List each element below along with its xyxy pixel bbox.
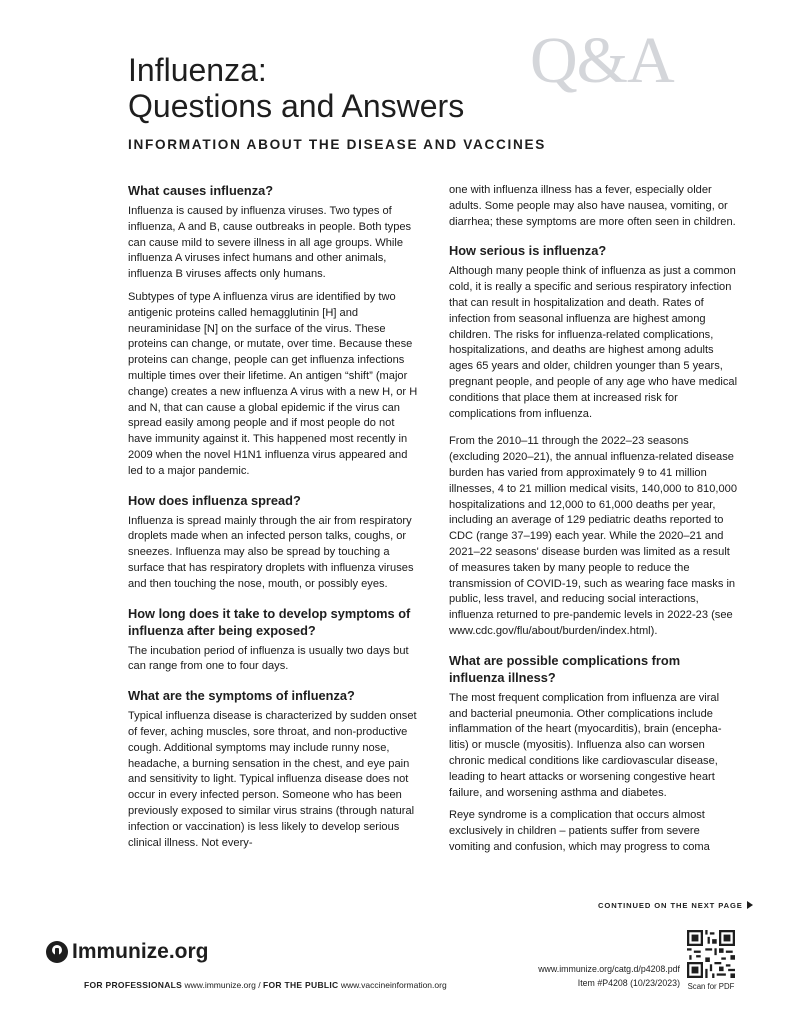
page-title <box>128 52 528 124</box>
public-link[interactable]: www.vaccineinformation.org <box>340 980 447 990</box>
heading-what-causes: What causes influenza? <box>128 183 274 198</box>
pro-link[interactable]: www.immunize.org <box>184 980 256 990</box>
heading-how-spread: How does influenza spread? <box>128 492 301 508</box>
immunize-logo-icon <box>46 941 68 963</box>
paragraph: Influenza is spread mainly through the air from respiratory droplets made when an infected person talks, coughs, or sneezes. Influenza may also be spread by touching a surface that has respiratory droplets with influenza viruses and then touching the nose, mouth, or possibly eyes. <box>128 514 414 590</box>
page-subtitle: INFORMATION ABOUT THE DISEASE AND VACCINES <box>128 137 547 152</box>
separator: / <box>258 980 261 990</box>
doc-url-link[interactable]: www.immunize.org/catg.d/p4208.pdf <box>538 964 680 974</box>
item-number: Item #P4208 (10/23/2023) <box>577 978 680 988</box>
paragraph: The incubation period of influenza is usually two days but can range from one to four days. <box>128 644 409 673</box>
paragraph: The most frequent complication from influenza are viral and bacterial pneumonia. Other complications include inflammation of the heart (myocarditis), brain (encepha-litis) or muscle (myositis). Influenza also can worsen chronic medical conditions like cardiovascular disease, leading to heart attacks or worsening congestive heart failure, and worsening asthma and diabetes. <box>449 691 722 799</box>
paragraph: Influenza is caused by influenza viruses. Two types of influenza, A and B, cause outbreaks in people. Both types can cause mild to severe illness in all age groups. While influenza A viruses infect humans and other animals, influenza B viruses affects only humans. <box>128 205 412 281</box>
title-line-1: Influenza: <box>128 52 267 88</box>
continued-text: CONTINUED ON THE NEXT PAGE <box>598 901 743 910</box>
paragraph: one with influenza illness has a fever, especially older adults. Some people may also have nausea, vomiting, or diarrhea; these symptoms are more often seen in children. <box>449 184 736 228</box>
qr-code-icon[interactable] <box>687 930 735 978</box>
pro-label: FOR PROFESSIONALS <box>84 980 183 990</box>
footer-doc-info <box>500 962 680 990</box>
footer-links <box>84 980 447 990</box>
public-label: FOR THE PUBLIC <box>262 980 339 990</box>
paragraph: Although many people think of influenza as just a common cold, it is really a specific and serious respiratory infection that can result in hospitalization and death. Rates of infection from seasonal influenza are highest among children. The risks for influenza-related complications, hospitalizations, and deaths are highest among adults ages 65 years and older, children younger than 5 years, pregnant people, and people of any age who have medical conditions that place them at increased risk for complications from influenza. <box>449 265 738 420</box>
left-column <box>128 182 418 858</box>
qa-watermark: Q&A <box>530 24 674 97</box>
arrow-right-icon <box>747 901 753 909</box>
paragraph: Subtypes of type A influenza virus are identified by two antigenic proteins called hemagglutinin [H] and neuraminidase [N] on the surface of the virus. These proteins can change, or mutate, over time. Because these proteins can change, people can get influenza infections multiple times over their lifetime. An antigen “shift” (major change) creates a new influenza A virus with a new H, or H and N, that can cause a global epidemic if the virus can spread easily among people and if most people do not have immunity against it. This happened most recently in 2009 when the novel H1N1 influenza virus appeared and led to a major pandemic. <box>128 290 418 477</box>
paragraph: Typical influenza disease is characterized by sudden onset of fever, aching muscles, sore throat, and non-productive cough. Additional symptoms may include runny nose, headache, a burning sensation in the chest, and eye pain and sensitivity to light. Typical influenza disease does not occur in every infected person. Someone who has been previously exposed to similar virus strains (through natural infection or vaccination) is less likely to develop serious clinical illness. Not every- <box>128 710 417 849</box>
paragraph: From the 2010–11 through the 2022–23 seasons (excluding 2020–21), the annual influenza-related disease burden has varied from approximately 9 to 41 million illnesses, 4 to 21 million medical visits, 140,000 to 810,000 hospitalizations and 12,000 to 61,000 deaths per year, including an average of 129 pediatric deaths reported to CDC (range 37–199) each year. While the 2020–21 and 2021–22 seasons' disease burden was limited as a result of measures taken by many people to reduce the transmission of COVID-19, such as wearing face masks in public, less travel, and reducing social interactions, influenza returned to pre-pandemic levels in 2022-23 (see www.cdc.gov/flu/about/burden/index.html). <box>449 435 737 637</box>
heading-complications: What are possible complications from influenza illness? <box>449 652 681 685</box>
heading-incubation: How long does it take to develop symptoms of influenza after being exposed? <box>128 605 411 638</box>
heading-symptoms: What are the symptoms of influenza? <box>128 688 355 704</box>
paragraph: Reye syndrome is a complication that occurs almost exclusively in children – patients suffer from severe vomiting and confusion, which may progress to coma <box>449 809 710 853</box>
continued-note <box>598 901 753 910</box>
scan-for-pdf-label: Scan for PDF <box>687 982 735 991</box>
heading-how-serious: How serious is influenza? <box>449 243 607 259</box>
title-line-2: Questions and Answers <box>128 88 465 124</box>
logo-text: Immunize.org <box>72 940 209 963</box>
immunize-logo[interactable] <box>46 940 209 964</box>
right-column <box>449 183 739 863</box>
